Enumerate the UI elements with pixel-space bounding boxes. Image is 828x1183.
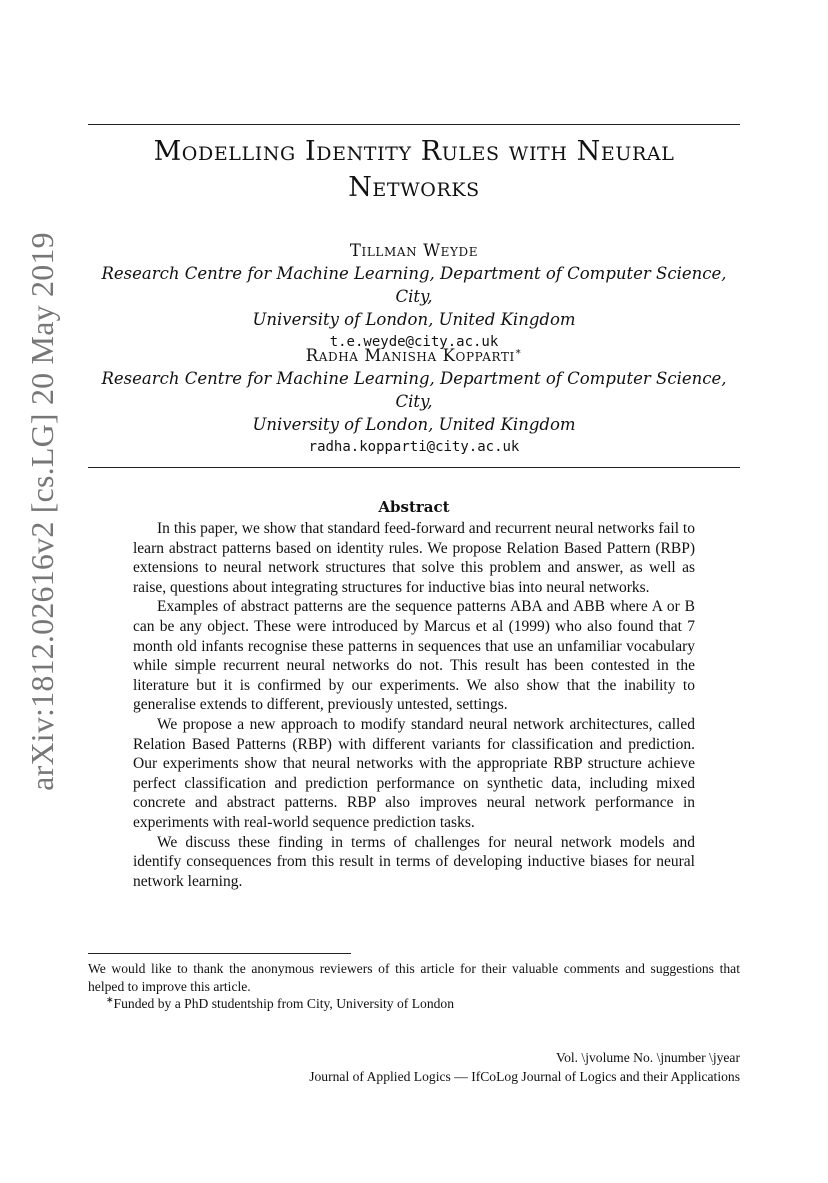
acknowledgement-footnote: We would like to thank the anonymous reviewers of this article for their valuable comments and suggestions that helped to improve this article. [88, 961, 740, 994]
paper-title [88, 134, 740, 206]
arxiv-identifier-text: arXiv:1812.02616v2 [cs.LG] 20 May 2019 [23, 231, 60, 791]
author-name: Radha Manisha Kopparti∗ [305, 346, 523, 365]
paper-title-line2: Networks [348, 172, 480, 203]
paper-title-line1: Modelling Identity Rules with Neural [153, 136, 675, 167]
title-top-rule [88, 124, 740, 125]
author-block-1 [88, 239, 740, 354]
author-email[interactable]: t.e.weyde@city.ac.uk [329, 334, 499, 350]
abstract-paragraph: Examples of abstract patterns are the sequence patterns ABA and ABB where A or B can be any object. These were introduced by Marcus et al (1999) who also found that 7 month old infants recognise these patterns in sequences that use an unfamiliar vocabulary while simple recurrent neural networks do not. This result has been contested in the literature but it is confirmed by our experiments. We also show that the inability to generalise extends to different, previously untested, settings. [133, 598, 695, 714]
footnote-rule [88, 953, 351, 954]
abstract-paragraph: In this paper, we show that standard feed-forward and recurrent neural networks fail to learn abstract patterns based on identity rules. We propose Relation Based Pattern (RBP) extensions to neural network structures that solve this problem and answer, as well as raise, questions about integrating structures for inductive bias into neural networks. [133, 520, 695, 596]
arxiv-identifier [12, 215, 72, 807]
funding-footnote-text: Funded by a PhD studentship from City, University of London [113, 996, 455, 1011]
author-name: Tillman Weyde [349, 241, 479, 260]
author-affiliation-line1: Research Centre for Machine Learning, Department of Computer Science, City, [101, 264, 727, 306]
abstract-heading: Abstract [378, 498, 450, 516]
author-affiliation-line2: University of London, United Kingdom [252, 415, 576, 434]
author-affiliation-line1: Research Centre for Machine Learning, Department of Computer Science, City, [101, 369, 727, 411]
abstract-body [133, 519, 695, 891]
journal-volume-line: Vol. \jvolume No. \jnumber \jyear [556, 1050, 740, 1065]
header-bottom-rule [88, 467, 740, 468]
author-affiliation-line2: University of London, United Kingdom [252, 310, 576, 329]
funding-footnote-marker: ∗ [106, 994, 114, 1005]
abstract-paragraph: We propose a new approach to modify standard neural network architectures, called Relation Based Patterns (RBP) with different variants for classification and prediction. Our experiments show that neural networks with the appropriate RBP structure achieve perfect classification and prediction performance on synthetic data, including mixed concrete and abstract patterns. RBP also improves neural network performance in experiments with real-world sequence prediction tasks. [133, 715, 695, 831]
footnotes [88, 960, 740, 1013]
author-email[interactable]: radha.kopparti@city.ac.uk [308, 439, 520, 455]
footnote-marker[interactable]: ∗ [514, 346, 523, 358]
author-block-2 [88, 344, 740, 459]
funding-footnote [88, 995, 740, 1013]
abstract-paragraph: We discuss these finding in terms of challenges for neural network models and identify consequences from this result in terms of developing inductive biases for neural network learning. [133, 833, 695, 890]
journal-info [309, 1048, 740, 1086]
journal-name-line: Journal of Applied Logics — IfCoLog Journal of Logics and their Applications [309, 1069, 740, 1084]
